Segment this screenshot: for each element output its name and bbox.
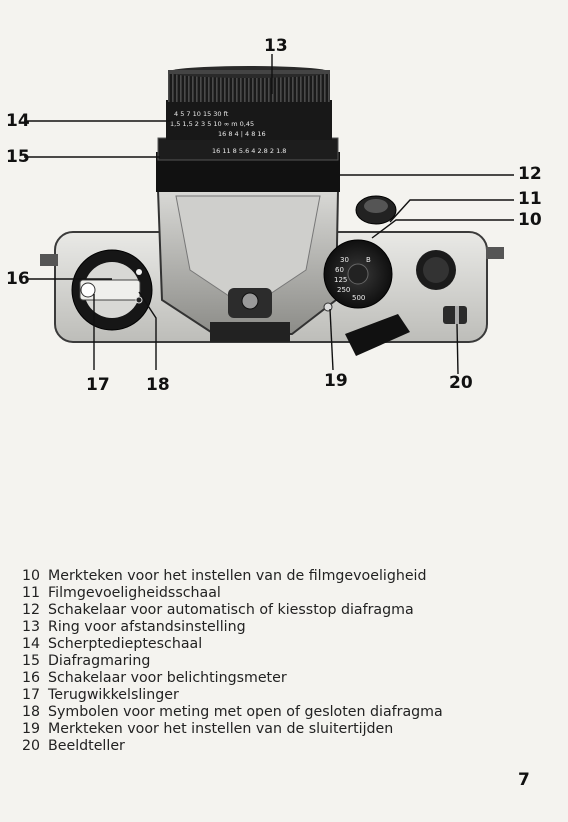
callout-18: 18: [146, 375, 170, 395]
legend-item: [22, 585, 443, 602]
page-number: 7: [518, 770, 530, 790]
lens-dof-scale: 16 8 4 | 4 8 16: [218, 130, 266, 138]
svg-text:250: 250: [337, 286, 351, 294]
legend-item: [22, 653, 443, 670]
callout-13: 13: [264, 36, 288, 56]
parts-legend: [22, 568, 443, 755]
callout-16: 16: [6, 269, 30, 289]
legend-number: 17: [22, 687, 41, 703]
legend-item: [22, 636, 443, 653]
callout-10: 10: [518, 210, 542, 230]
legend-number: 14: [22, 636, 41, 652]
lens: [156, 66, 340, 192]
callout-14: 14: [6, 111, 30, 131]
legend-text: Filmgevoeligheidsschaal: [48, 585, 221, 601]
legend-text: Ring voor afstandsinstelling: [48, 619, 246, 635]
legend-text: Symbolen voor meting met open of gesloten diafragma: [48, 704, 443, 720]
legend-item: [22, 721, 443, 738]
legend-item: [22, 704, 443, 721]
legend-number: 18: [22, 704, 41, 720]
legend-text: Merkteken voor het instellen van de sluitertijden: [48, 721, 394, 737]
lens-distance-m-scale: 1,5 1,5 2 3 5 10 ∞ m 0,45: [170, 120, 255, 128]
legend-number: 16: [22, 670, 41, 686]
svg-text:125: 125: [334, 276, 348, 284]
svg-text:30: 30: [340, 256, 349, 264]
callout-17: 17: [86, 375, 110, 395]
legend-item: [22, 738, 443, 755]
callout-19: 19: [324, 371, 348, 391]
callout-12: 12: [518, 164, 542, 184]
legend-number: 10: [22, 568, 41, 584]
legend-item: [22, 619, 443, 636]
legend-number: 13: [22, 619, 41, 635]
legend-item: [22, 670, 443, 687]
legend-text: Schakelaar voor belichtingsmeter: [48, 670, 287, 686]
callout-11: 11: [518, 189, 542, 209]
legend-text: Merkteken voor het instellen van de filmgevoeligheid: [48, 568, 427, 584]
svg-text:60: 60: [335, 266, 344, 274]
legend-text: Scherptediepteschaal: [48, 636, 203, 652]
legend-item: [22, 687, 443, 704]
legend-number: 11: [22, 585, 41, 601]
legend-item: [22, 568, 443, 585]
legend-text: Diafragmaring: [48, 653, 151, 669]
svg-text:B: B: [366, 256, 371, 264]
legend-text: Beeldteller: [48, 738, 125, 754]
legend-text: Terugwikkelslinger: [48, 687, 179, 703]
lens-aperture-scale: 16 11 8 5.6 4 2.8 2 1.8: [212, 147, 287, 155]
legend-text: Schakelaar voor automatisch of kiesstop diafragma: [48, 602, 414, 618]
legend-number: 12: [22, 602, 41, 618]
rewind-crank: [72, 250, 152, 330]
legend-item: [22, 602, 443, 619]
legend-number: 15: [22, 653, 41, 669]
callout-15: 15: [6, 147, 30, 167]
lens-distance-ft-scale: 4 5 7 10 15 30 ft: [174, 110, 229, 118]
legend-number: 20: [22, 738, 41, 754]
shutter-index-mark: [324, 303, 332, 311]
callout-20: 20: [449, 373, 473, 393]
svg-text:500: 500: [352, 294, 366, 302]
camera-top-view-illustration: [0, 0, 568, 400]
legend-number: 19: [22, 721, 41, 737]
